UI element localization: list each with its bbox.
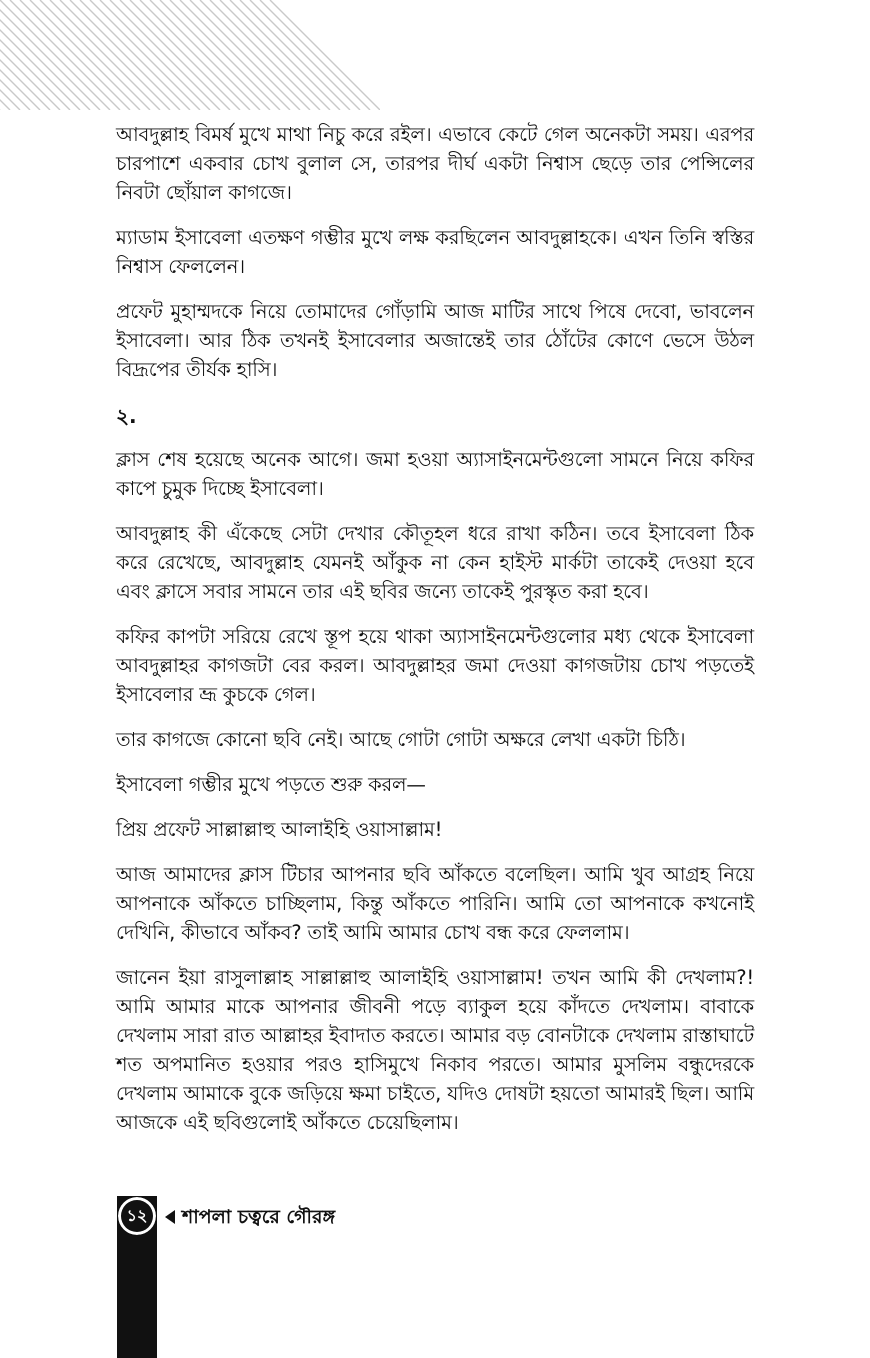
paragraph: আজ আমাদের ক্লাস টিচার আপনার ছবি আঁকতে বলেছিল। আমি খুব আগ্রহ নিয়ে আপনাকে আঁকতে চাচ্ছিলাম, কিন্তু আঁকতে পারিনি। আমি তো আপনাকে কখনোই দেখিনি, কীভাবে আঁকব? তাই আমি আমার চোখ বন্ধ করে ফেললাম। — [116, 863, 754, 944]
paragraph: আবদুল্লাহ কী এঁকেছে সেটা দেখার কৌতূহল ধরে রাখা কঠিন। তবে ইসাবেলা ঠিক করে রেখেছে, আবদুল্লাহ যেমনই আঁকুক না কেন হাইস্ট মার্কটা তাকেই দেওয়া হবে এবং ক্লাসে সবার সামনে তার এই ছবির জন্যে তাকেই পুরস্কৃত করা হবে। — [116, 522, 754, 603]
paragraph: ক্লাস শেষ হয়েছে অনেক আগে। জমা হওয়া অ্যাসাইনমেন্টগুলো সামনে নিয়ে কফির কাপে চুমুক দিচ্ছে ইসাবেলা। — [116, 448, 754, 500]
page-body — [116, 120, 754, 1153]
paragraph: ইসাবেলা গম্ভীর মুখে পড়তে শুরু করল— — [116, 773, 426, 796]
paragraph: প্রফেট মুহাম্মদকে নিয়ে তোমাদের গোঁড়ামি আজ মাটির সাথে পিষে দেবো, ভাবলেন ইসাবেলা। আর ঠিক তখনই ইসাবেলার অজান্তেই তার ঠোঁটের কোণে ভেসে উঠল বিদ্রূপের তীর্যক হাসি। — [116, 300, 754, 381]
section-number: ২. — [116, 404, 137, 428]
paragraph: ম্যাডাম ইসাবেলা এতক্ষণ গম্ভীর মুখে লক্ষ করছিলেন আবদুল্লাহকে। এখন তিনি স্বস্তির নিশ্বাস ফেললেন। — [116, 226, 754, 278]
book-title: শাপলা চত্বরে গৌরঙ্গ — [182, 1206, 336, 1228]
page-number: ১২ — [126, 1205, 148, 1225]
paragraph: তার কাগজে কোনো ছবি নেই। আছে গোটা গোটা অক্ষরে লেখা একটা চিঠি। — [116, 728, 686, 751]
triangle-left-icon — [165, 1210, 175, 1224]
paragraph: আবদুল্লাহ বিমর্ষ মুখে মাথা নিচু করে রইল। এভাবে কেটে গেল অনেকটা সময়। এরপর চারপাশে একবার চোখ বুলাল সে, তারপর দীর্ঘ একটা নিশ্বাস ছেড়ে তার পেন্সিলের নিবটা ছোঁয়াল কাগজে। — [116, 123, 754, 204]
page-number-badge — [117, 1196, 157, 1236]
letter-salutation: প্রিয় প্রফেট সাল্লাল্লাহু আলাইহি ওয়াসাল্লাম! — [116, 818, 443, 841]
paragraph: কফির কাপটা সরিয়ে রেখে স্তূপ হয়ে থাকা অ্যাসাইনমেন্টগুলোর মধ্য থেকে ইসাবেলা আবদুল্লাহর কাগজটা বের করল। আবদুল্লাহর জমা দেওয়া কাগজটায় চোখ পড়তেই ইসাবেলার ভ্রূ কুচকে গেল। — [116, 625, 754, 706]
paragraph: জানেন ইয়া রাসুলাল্লাহ সাল্লাল্লাহু আলাইহি ওয়াসাল্লাম! তখন আমি কী দেখলাম?! আমি আমার মাকে আপনার জীবনী পড়ে ব্যাকুল হয়ে কাঁদতে দেখলাম। বাবাকে দেখলাম সারা রাত আল্লাহর ইবাদাত করতে। আমার বড় বোনটাকে দেখলাম রাস্তাঘাটে শত অপমানিত হওয়ার পরও হাসিমুখে নিকাব পরতে। আমার মুসলিম বন্ধুদেরকে দেখলাম আমাকে বুকে জড়িয়ে ক্ষমা চাইতে, যদিও দোষটা হয়তো আমারই ছিল। আমি আজকে এই ছবিগুলোই আঁকতে চেয়েছিলাম। — [116, 966, 754, 1134]
corner-hatch-decoration — [0, 0, 380, 110]
